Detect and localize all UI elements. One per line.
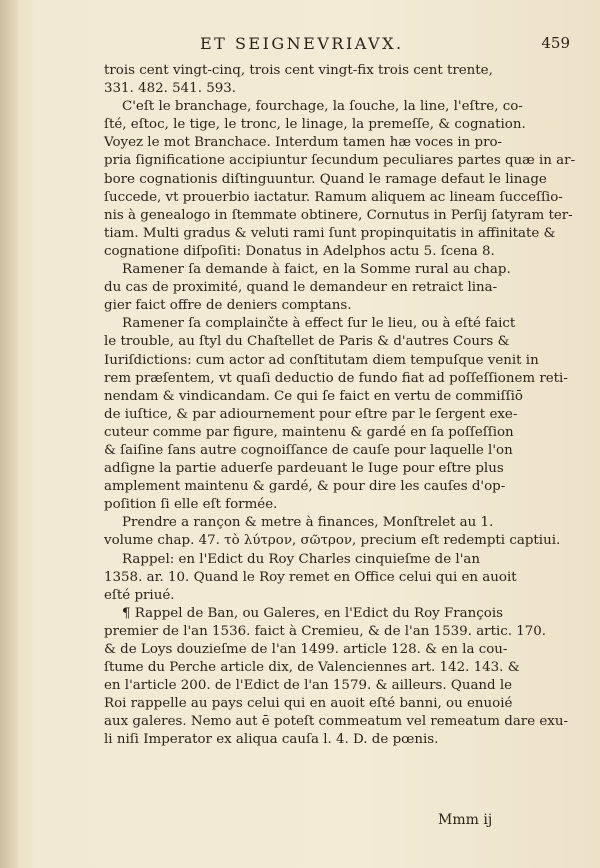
paragraph [104,551,524,605]
text-line: 1358. ar. 10. Quand le Roy remet en Office celui qui en auoit [104,569,517,585]
text-line: du cas de proximité, quand le demandeur en retraict lina- [104,280,498,296]
text-line: le trouble, au ſtyl du Chaſtellet de Paris & d'autres Cours & [104,334,510,350]
text-line: tiam. Multi gradus & veluti rami ſunt propinquitatis in affinitate & [104,225,556,241]
running-head [200,34,570,56]
text-line: trois cent vingt-cinq, trois cent vingt-fix trois cent trente, [104,63,493,78]
text-line: & ſaiſine ſans autre cognoiſſance de cauſe pour laquelle l'on [104,442,513,458]
text-line: pria ſignificatione accipiuntur ſecundum peculiares partes quæ in ar- [104,153,576,169]
text-line: cognatione diſpoſiti: Donatus in Adelphos actu 5. ſcena 8. [104,243,495,259]
text-line: en l'article 200. de l'Edict de l'an 1579. & ailleurs. Quand le [104,678,513,694]
body-text [104,62,576,750]
text-line: li niſi Imperator ex aliqua cauſa l. 4. D. de pœnis. [104,732,439,748]
text-line: poſition ſi elle eſt formée. [104,497,278,513]
paragraph [104,605,569,750]
paragraph [104,514,561,550]
text-line: Prendre a rançon & metre à finances, Monſtrelet au 1. [122,515,494,531]
text-line: nis à genealogo in ſtemmate obtinere, Cornutus in Perſij ſatyram ter- [104,207,573,223]
text-line: Rappel: en l'Edict du Roy Charles cinquieſme de l'an [122,551,481,567]
paragraph [104,62,524,98]
text-line: C'eſt le branchage, fourchage, la ſouche, la line, l'eſtre, co- [122,99,523,115]
text-line: volume chap. 47. τὸ λύτρον, σῶτρον, precium eſt redempti captiui. [104,533,561,549]
text-line: eſté priué. [104,587,175,603]
text-line: Ramener ſa demande à faict, en la Somme rural au chap. [122,262,511,278]
text-line: amplement maintenu & gardé, & pour dire les cauſes d'op- [104,479,506,495]
signature-mark: Mmm ij [438,812,493,828]
paragraph [104,315,568,514]
text-line: ſuccede, vt prouerbio iactatur. Ramum aliquem ac lineam ſucceſſio- [104,189,563,205]
text-line: bore cognationis diſtinguuntur. Quand le ramage defaut le linage [104,171,547,187]
text-line: 331. 482. 541. 593. [104,81,237,97]
text-line: ſté, eſtoc, le tige, le tronc, le linage, la premeſſe, & cognation. [104,117,526,133]
text-line: Ramener ſa complainčte à effect ſur le lieu, ou à eſté faict [122,316,516,332]
text-line: Voyez le mot Branchace. Interdum tamen hæ voces in pro- [104,135,503,151]
text-line: de iuſtice, & par adiournement pour eſtre par le ſergent exe- [104,406,518,422]
text-line: & de Loys douzieſme de l'an 1499. article 128. & en la cou- [104,642,508,657]
text-line: ſtume du Perche article dix, de Valenciennes art. 142. 143. & [104,660,520,676]
text-line: adſigne la partie aduerſe pardeuant le Iuge pour eſtre plus [104,461,504,477]
text-line: nendam & vindicandam. Ce qui ſe faict en vertu de commiſſiō [104,388,523,404]
paragraph [104,261,524,315]
text-line: aux galeres. Nemo aut ē poteſt commeatum vel remeatum dare exu- [104,714,569,730]
paragraph [104,98,576,261]
text-line: cuteur comme par figure, maintenu & gardé en ſa poſſeſſion [104,424,514,440]
text-line: Iuriſdictions: cum actor ad conſtitutam diem tempuſque venit in [104,352,539,368]
text-line: premier de l'an 1536. faict à Cremieu, & de l'an 1539. artic. 170. [104,623,547,639]
running-title: ET SEIGNEVRIAVX. [200,34,404,53]
page-gutter [0,0,18,868]
page-number: 459 [541,34,570,52]
text-line: rem præſentem, vt quaſi deductio de fundo fiat ad poſſeſſionem reti- [104,370,568,386]
text-line: Roi rappelle au pays celui qui en auoit eſté banni, ou enuoié [104,696,513,712]
text-line: gier faict offre de deniers comptans. [104,298,352,314]
text-line: ¶ Rappel de Ban, ou Galeres, en l'Edict du Roy François [122,605,503,621]
